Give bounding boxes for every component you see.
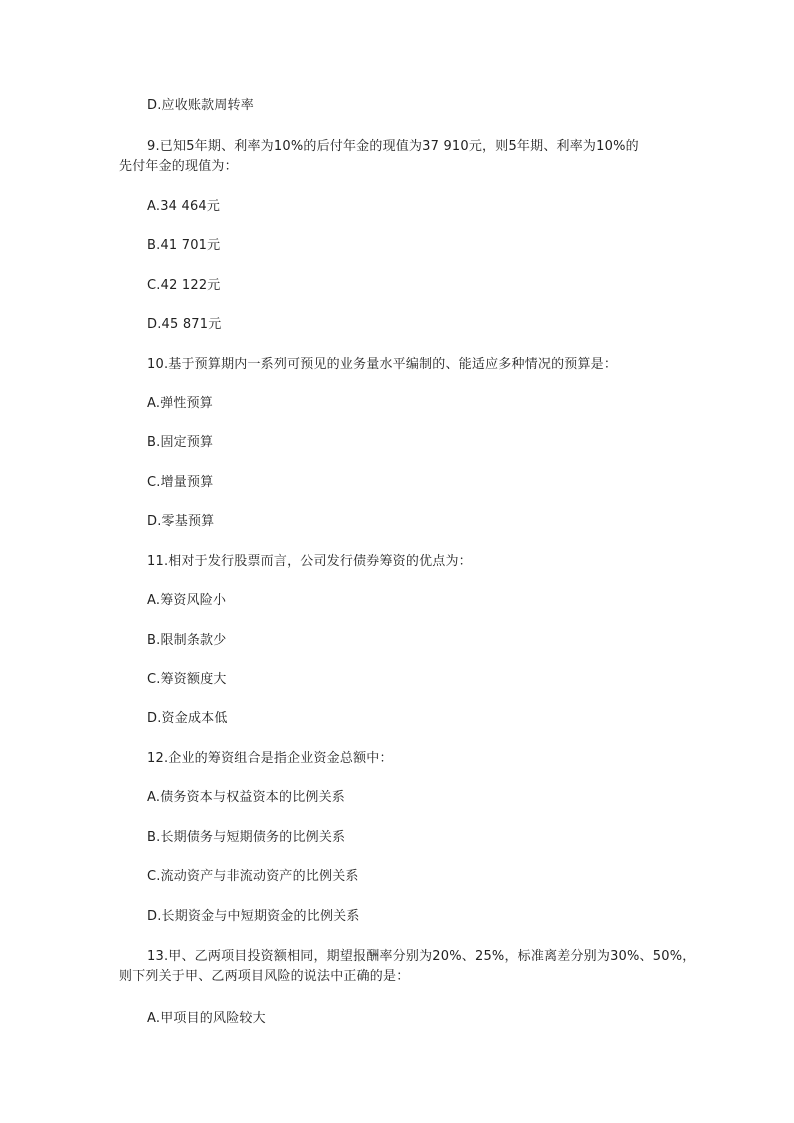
question-11-option-a: A.筹资风险小 — [147, 593, 227, 608]
question-10-option-c: C.增量预算 — [147, 475, 214, 490]
question-10-option-b: B.固定预算 — [147, 435, 214, 450]
question-11-option-b: B.限制条款少 — [147, 633, 227, 648]
question-13-line-2: 则下列关于甲、乙两项目风险的说法中正确的是： — [119, 969, 410, 984]
question-9-line-2: 先付年金的现值为： — [119, 159, 238, 174]
question-13-stem — [119, 947, 699, 987]
question-12-option-a: A.债务资本与权益资本的比例关系 — [147, 790, 345, 805]
question-13-line-1: 13.甲、乙两项目投资额相同，期望报酬率分别为20%、25%，标准离差分别为30%、50%， — [147, 949, 696, 964]
question-11-option-c: C.筹资额度大 — [147, 672, 227, 687]
question-12-option-b: B.长期债务与短期债务的比例关系 — [147, 830, 346, 845]
question-13-option-a: A.甲项目的风险较大 — [147, 1011, 266, 1026]
question-12-stem: 12.企业的筹资组合是指企业资金总额中： — [147, 751, 393, 766]
question-9-option-b: B.41 701元 — [147, 238, 221, 253]
question-11-option-d: D.资金成本低 — [147, 711, 228, 726]
question-9-option-c: C.42 122元 — [147, 278, 221, 293]
question-9-option-a: A.34 464元 — [147, 199, 221, 214]
question-11-stem: 11.相对于发行股票而言，公司发行债券筹资的优点为： — [147, 554, 472, 569]
question-12-option-d: D.长期资金与中短期资金的比例关系 — [147, 909, 360, 924]
question-10-stem: 10.基于预算期内一系列可预见的业务量水平编制的、能适应多种情况的预算是： — [147, 357, 618, 372]
question-12-option-c: C.流动资产与非流动资产的比例关系 — [147, 869, 359, 884]
question-10-option-a: A.弹性预算 — [147, 396, 213, 411]
previous-question-option-d: D.应收账款周转率 — [147, 98, 254, 113]
question-9-option-d: D.45 871元 — [147, 317, 222, 332]
question-9-stem — [119, 137, 699, 177]
question-10-option-d: D.零基预算 — [147, 514, 215, 529]
question-9-line-1: 9.已知5年期、利率为10%的后付年金的现值为37 910元，则5年期、利率为10%的 — [147, 139, 639, 154]
